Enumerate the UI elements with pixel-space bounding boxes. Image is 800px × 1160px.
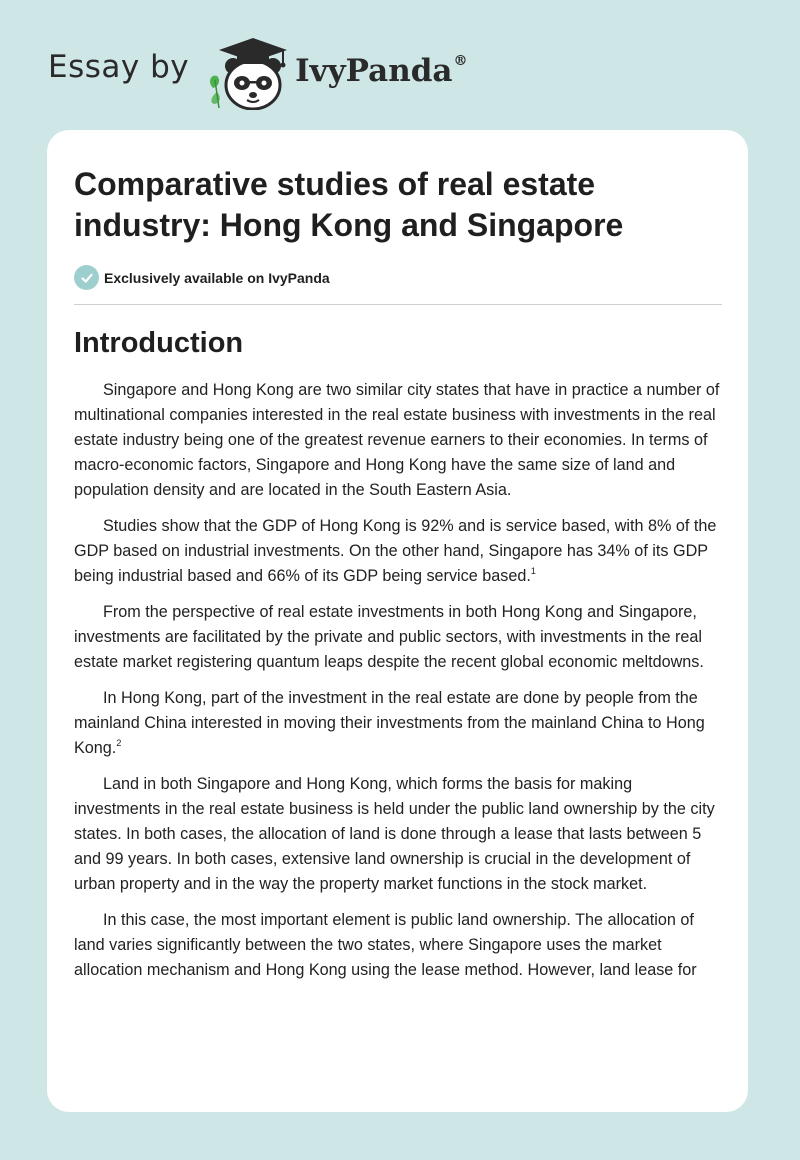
paragraph [74, 600, 722, 675]
paragraph-text: Studies show that the GDP of Hong Kong is 92% and is service based, with 8% of the GDP based on industrial investments. On the other hand, Singapore has 34% of its GDP being industrial based and 66% of its GDP being service based. [74, 517, 717, 585]
essay-title: Comparative studies of real estate industry: Hong Kong and Singapore [74, 166, 624, 243]
paragraph [74, 378, 722, 503]
paragraph [74, 514, 722, 589]
paragraph-text: Land in both Singapore and Hong Kong, which forms the basis for making investments in the real estate business is held under the public land ownership by the city states. In both cases, the allocation of land is done through a lease that lasts between 5 and 99 years. In both cases, extensive land ownership is crucial in the development of urban property and in the way the property market functions in the stock market. [74, 775, 715, 893]
paragraph-text: Singapore and Hong Kong are two similar city states that have in practice a number of multinational companies interested in the real estate business with investments in the real estate industry being one of the greatest revenue earners to their economies. In terms of macro-economic factors, Singapore and Hong Kong have the same size of land and population density and are located in the South Eastern Asia. [74, 381, 720, 499]
essay-card [47, 130, 748, 1112]
brand-name[interactable] [295, 53, 467, 89]
panda-logo-icon[interactable] [203, 30, 293, 110]
paragraph [74, 772, 722, 897]
footnote-ref[interactable]: 1 [530, 566, 536, 576]
registered-mark: ® [453, 53, 468, 69]
paragraph-text: From the perspective of real estate investments in both Hong Kong and Singapore, investments are facilitated by the private and public sectors, with investments in the real estate market registering quantum leaps despite the recent global economic meltdowns. [74, 603, 704, 671]
check-icon [74, 265, 99, 290]
section-heading: Introduction [74, 327, 244, 359]
exclusive-badge [74, 265, 722, 305]
footnote-ref[interactable]: 2 [116, 738, 122, 748]
site-header [48, 30, 468, 110]
paragraph [74, 908, 722, 983]
paragraph [74, 686, 722, 761]
paragraph-text: In Hong Kong, part of the investment in the real estate are done by people from the mainland China interested in moving their investments from the mainland China to Hong Kong. [74, 689, 705, 757]
essay-by-label: Essay by [48, 49, 190, 85]
badge-text: Exclusively available on IvyPanda [104, 269, 330, 286]
brand-text: IvyPanda [295, 53, 453, 89]
paragraph-text: In this case, the most important element is public land ownership. The allocation of land varies significantly between the two states, where Singapore uses the market allocation mechanism and Hong Kong using the lease method. However, land lease for [74, 911, 697, 979]
